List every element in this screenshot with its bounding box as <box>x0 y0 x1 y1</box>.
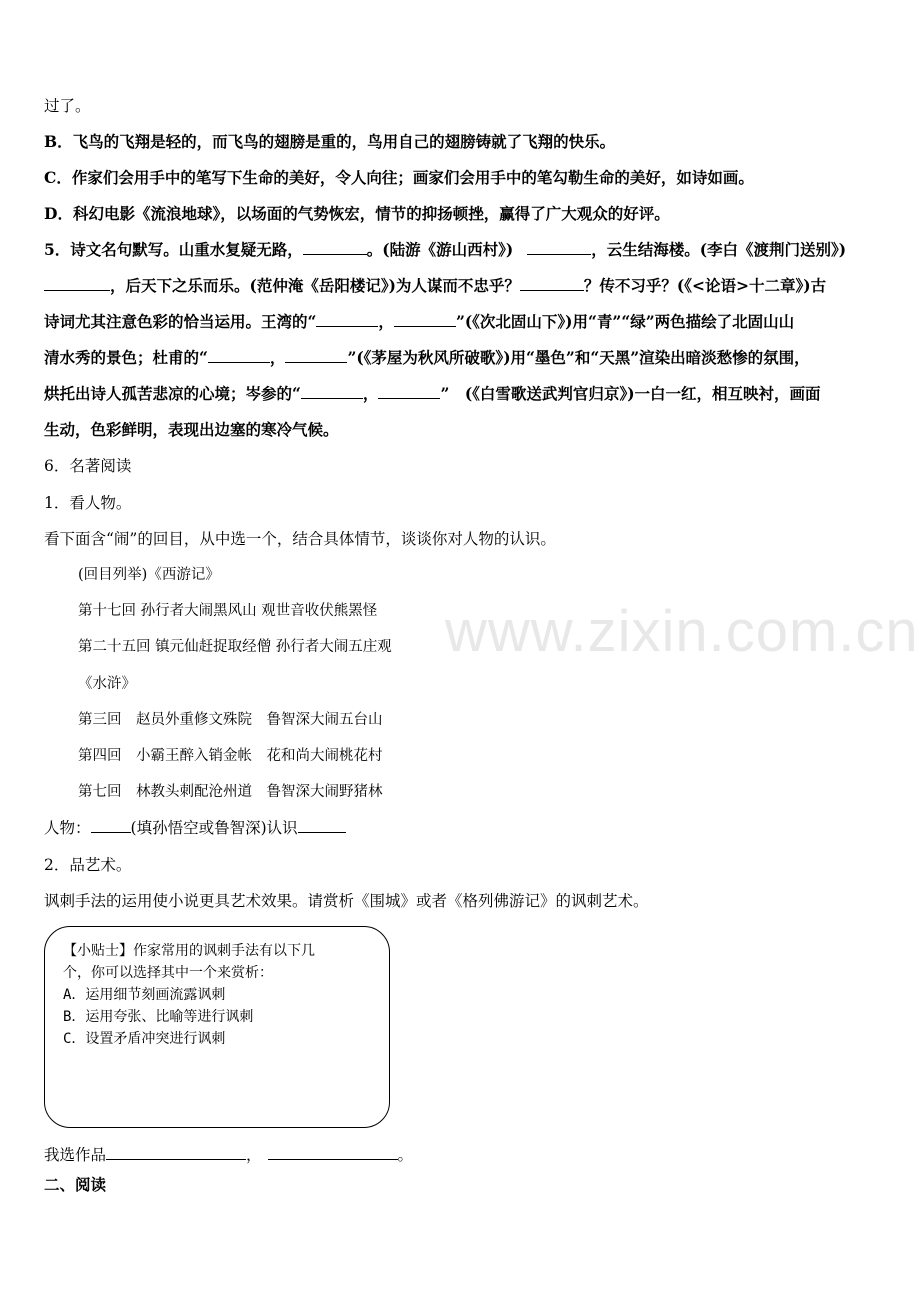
question-6-2-desc: 讽刺手法的运用使小说更具艺术效果。请赏析《围城》或者《格列佛游记》的讽刺艺术。 <box>44 892 649 910</box>
period: 。 <box>397 1146 414 1164</box>
question-5-line-2 <box>44 275 826 297</box>
question-6-1-title: 1．看人物。 <box>44 494 132 512</box>
question-5-line-1 <box>44 239 846 261</box>
watermark: www.zixin.com.cn <box>445 599 919 664</box>
q5-text: ”(《次北固山下》)用“青”“绿”两色描绘了北固山山 <box>455 312 795 331</box>
answer-blank[interactable] <box>285 347 347 363</box>
chapter-item: 第三回 赵员外重修文殊院 鲁智深大闹五台山 <box>78 712 383 728</box>
tip-option-a: A．运用细节刻画流露讽刺 <box>63 987 226 1003</box>
answer-blank[interactable] <box>316 311 378 327</box>
q5-text: 诗词尤其注意色彩的恰当运用。王湾的“ <box>44 312 317 331</box>
answer-blank[interactable] <box>527 239 591 255</box>
q5-text: ”(《茅屋为秋风所破歌》)用“墨色”和“天黑”渲染出暗淡愁惨的氛围， <box>347 348 810 367</box>
insight-blank[interactable] <box>298 817 346 833</box>
person-answer-line <box>44 817 346 839</box>
q5-text: ，后天下之乐而乐。(范仲淹《岳阳楼记》)为人谋而不忠乎？ <box>110 276 520 295</box>
question-5-line-4 <box>44 347 810 369</box>
q5-text: ？传不习乎？(《<论语>十二章》)古 <box>583 276 827 295</box>
person-hint: (填孙悟空或鲁智深)认识 <box>130 819 298 837</box>
q5-text: ” (《白雪歌送武判官归京》)一白一红，相互映衬，画面 <box>440 384 821 403</box>
tip-line: 【小贴士】作家常用的讽刺手法有以下几 <box>63 943 315 959</box>
work-blank[interactable] <box>106 1144 246 1160</box>
chapter-item: 第四回 小霸王醉入销金帐 花和尚大闹桃花村 <box>78 748 383 764</box>
section-heading: 二、阅读 <box>44 1175 107 1194</box>
answer-blank[interactable] <box>301 383 363 399</box>
q5-text: 5．诗文名句默写。山重水复疑无路， <box>44 240 303 259</box>
question-6-2-title: 2．品艺术。 <box>44 856 132 874</box>
chapter-item: 第七回 林教头刺配沧州道 鲁智深大闹野猪林 <box>78 784 383 800</box>
question-6-1-desc: 看下面含“闹”的回目，从中选一个，结合具体情节，谈谈你对人物的认识。 <box>44 530 556 548</box>
q5-text: ，云生结海楼。(李白《渡荆门送别》) <box>591 240 847 259</box>
option-c: C．作家们会用手中的笔写下生命的美好，令人向往；画家们会用手中的笔勾勒生命的美好，如诗如画。 <box>44 168 754 187</box>
q5-text: ， <box>269 348 286 367</box>
q5-text: 烘托出诗人孤苦悲凉的心境；岑参的“ <box>44 384 301 403</box>
answer-blank[interactable] <box>208 347 270 363</box>
option-b: B．飞鸟的飞翔是轻的，而飞鸟的翅膀是重的，鸟用自己的翅膀铸就了飞翔的快乐。 <box>44 132 616 151</box>
chapter-item: 第二十五回 镇元仙赶捉取经僧 孙行者大闹五庄观 <box>78 639 392 655</box>
option-d: D．科幻电影《流浪地球》，以场面的气势恢宏，情节的抑扬顿挫，赢得了广大观众的好评。 <box>44 204 670 223</box>
analysis-blank[interactable] <box>268 1144 398 1160</box>
question-5-line-5 <box>44 383 821 405</box>
q5-text: ， <box>362 384 379 403</box>
q5-text: 。(陆游《游山西村》) <box>366 240 514 259</box>
answer-blank[interactable] <box>378 383 440 399</box>
tip-line: 个，你可以选择其中一个来赏析： <box>63 965 273 981</box>
text-line: 过了。 <box>44 97 91 115</box>
separator: ， <box>246 1146 262 1164</box>
answer-blank[interactable] <box>394 311 456 327</box>
tip-box <box>44 926 390 1128</box>
answer-blank[interactable] <box>520 275 584 291</box>
q5-text: ， <box>378 312 394 331</box>
work-choice-label: 我选作品 <box>44 1146 107 1164</box>
answer-blank[interactable] <box>303 239 367 255</box>
question-5-line-3 <box>44 311 794 333</box>
person-label: 人物： <box>44 819 91 837</box>
question-6-title: 6．名著阅读 <box>44 457 132 475</box>
chapter-item: 第十七回 孙行者大闹黑风山 观世音收伏熊罴怪 <box>78 603 378 619</box>
question-5-line-6: 生动，色彩鲜明，表现出边塞的寒冷气候。 <box>44 420 339 439</box>
tip-option-b: B．运用夸张、比喻等进行讽刺 <box>63 1009 254 1025</box>
work-choice-line <box>44 1144 413 1166</box>
answer-blank[interactable] <box>44 275 110 291</box>
person-blank[interactable] <box>91 817 131 833</box>
chapter-list-heading: (回目列举)《西游记》 <box>78 567 220 583</box>
q5-text: 清水秀的景色；杜甫的“ <box>44 348 208 367</box>
book-heading: 《水浒》 <box>78 676 136 692</box>
tip-option-c: C．设置矛盾冲突进行讽刺 <box>63 1031 226 1047</box>
